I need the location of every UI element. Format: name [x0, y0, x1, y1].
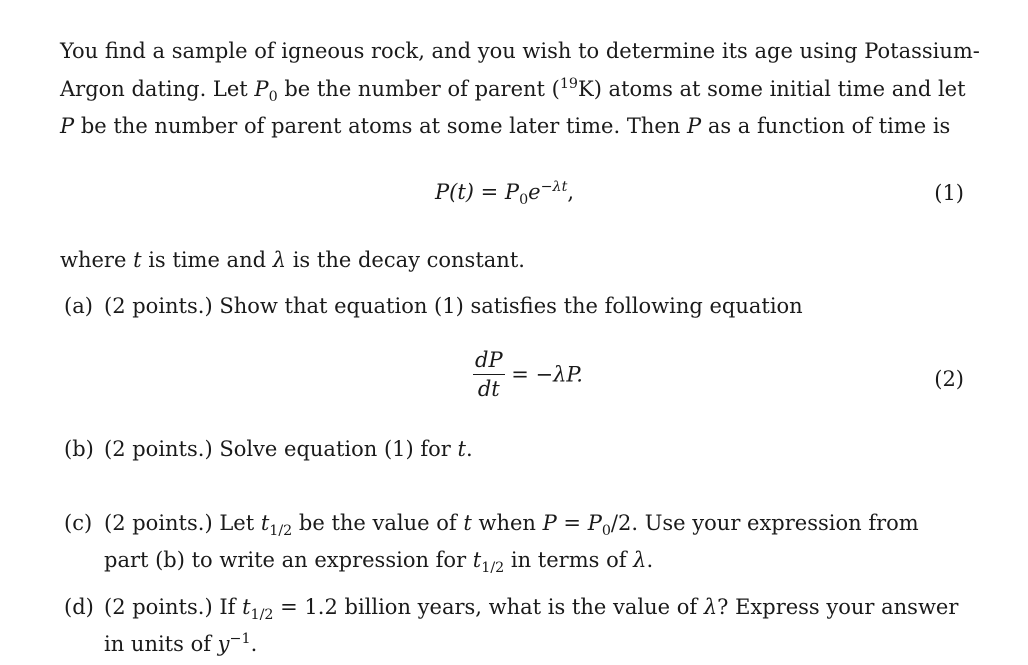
eq2-fraction	[473, 346, 505, 403]
eq1-exponent: −λt	[540, 179, 568, 195]
symbol-P: P	[60, 114, 75, 138]
part-d	[64, 594, 959, 624]
part-c-text-e: /2. Use your expression from	[610, 511, 919, 535]
part-c-label: (c)	[64, 511, 93, 535]
part-a-text: (2 points.) Show that equation (1) satisfies the following equation	[104, 294, 803, 318]
part-c-text-b: be the value of	[292, 511, 464, 535]
part-b-period: .	[465, 437, 473, 461]
eq2-denominator: dt	[477, 377, 500, 401]
intro-text-1: You find a sample of igneous rock, and you wish to determine its age using Potassium-	[60, 39, 980, 63]
part-a-label: (a)	[64, 294, 93, 318]
isotope-mass: 19	[559, 76, 578, 92]
part-c-text-2b: in terms of	[504, 548, 634, 572]
eq1-lhs: P(t)	[435, 180, 474, 204]
part-b-label: (b)	[64, 437, 94, 461]
subscript-zero: 0	[601, 523, 611, 540]
part-c-text-c: when	[471, 511, 543, 535]
part-b	[64, 436, 473, 462]
part-c-line-2	[104, 547, 654, 577]
symbol-t: t	[463, 511, 472, 535]
intro-line-2	[60, 76, 966, 106]
symbol-P: P	[542, 511, 557, 535]
intro-text-3b: be the number of parent atoms at some later time. Then	[74, 114, 687, 138]
intro-text-2a: Argon dating. Let	[60, 77, 255, 101]
eq1-subscript: 0	[519, 192, 529, 209]
part-a	[64, 293, 803, 319]
subscript-half: 1/2	[481, 560, 505, 577]
where-text-c: is the decay constant.	[286, 248, 525, 272]
where-text-b: is time and	[141, 248, 273, 272]
part-d-text-2a: in units of	[104, 632, 218, 656]
part-d-line-2	[104, 631, 257, 657]
symbol-t: t	[242, 595, 251, 619]
eq1-equals: =	[473, 180, 505, 204]
eq1-e: e	[528, 180, 541, 204]
equation-2-number: (2)	[934, 367, 964, 391]
intro-text-2b: be the number of parent (	[277, 77, 560, 101]
symbol-t: t	[457, 437, 466, 461]
symbol-lambda: λ	[272, 248, 287, 272]
part-c-text-a: (2 points.) Let	[104, 511, 261, 535]
subscript-zero: 0	[268, 89, 278, 106]
intro-text-3d: as a function of time is	[701, 114, 951, 138]
symbol-P: P	[687, 114, 702, 138]
where-line	[60, 247, 525, 273]
part-c	[64, 510, 919, 540]
part-d-text-b: = 1.2 billion years, what is the value of	[273, 595, 704, 619]
part-d-period: .	[250, 632, 258, 656]
eq2-numerator: dP	[473, 346, 505, 375]
part-d-text-c: ? Express your answer	[717, 595, 959, 619]
equation-1	[435, 179, 574, 209]
subscript-half: 1/2	[269, 523, 293, 540]
part-d-label: (d)	[64, 595, 94, 619]
subscript-half: 1/2	[250, 607, 274, 624]
equation-2	[473, 346, 583, 403]
part-c-period: .	[646, 548, 654, 572]
intro-line-3	[60, 113, 950, 139]
eq2-rhs: = −λP.	[504, 362, 583, 387]
symbol-lambda: λ	[703, 595, 718, 619]
symbol-lambda: λ	[633, 548, 647, 572]
part-d-text-a: (2 points.) If	[104, 595, 243, 619]
eq1-P0: P	[504, 180, 520, 204]
part-c-equals: =	[556, 511, 588, 535]
intro-line-1	[60, 38, 980, 64]
symbol-t: t	[472, 548, 482, 572]
symbol-P0: P	[254, 77, 269, 101]
symbol-y: y	[217, 632, 230, 656]
where-text-a: where	[60, 248, 134, 272]
equation-1-number: (1)	[934, 181, 964, 205]
eq1-comma: ,	[567, 180, 574, 204]
superscript-minus-one: −1	[229, 631, 251, 647]
part-b-text: (2 points.) Solve equation (1) for	[104, 437, 458, 461]
isotope-element: K	[577, 77, 594, 101]
symbol-t: t	[260, 511, 270, 535]
part-c-text-2a: part (b) to write an expression for	[104, 548, 473, 572]
intro-text-2c: ) atoms at some initial time and let	[593, 77, 966, 101]
symbol-t: t	[133, 248, 142, 272]
symbol-P0: P	[587, 511, 602, 535]
